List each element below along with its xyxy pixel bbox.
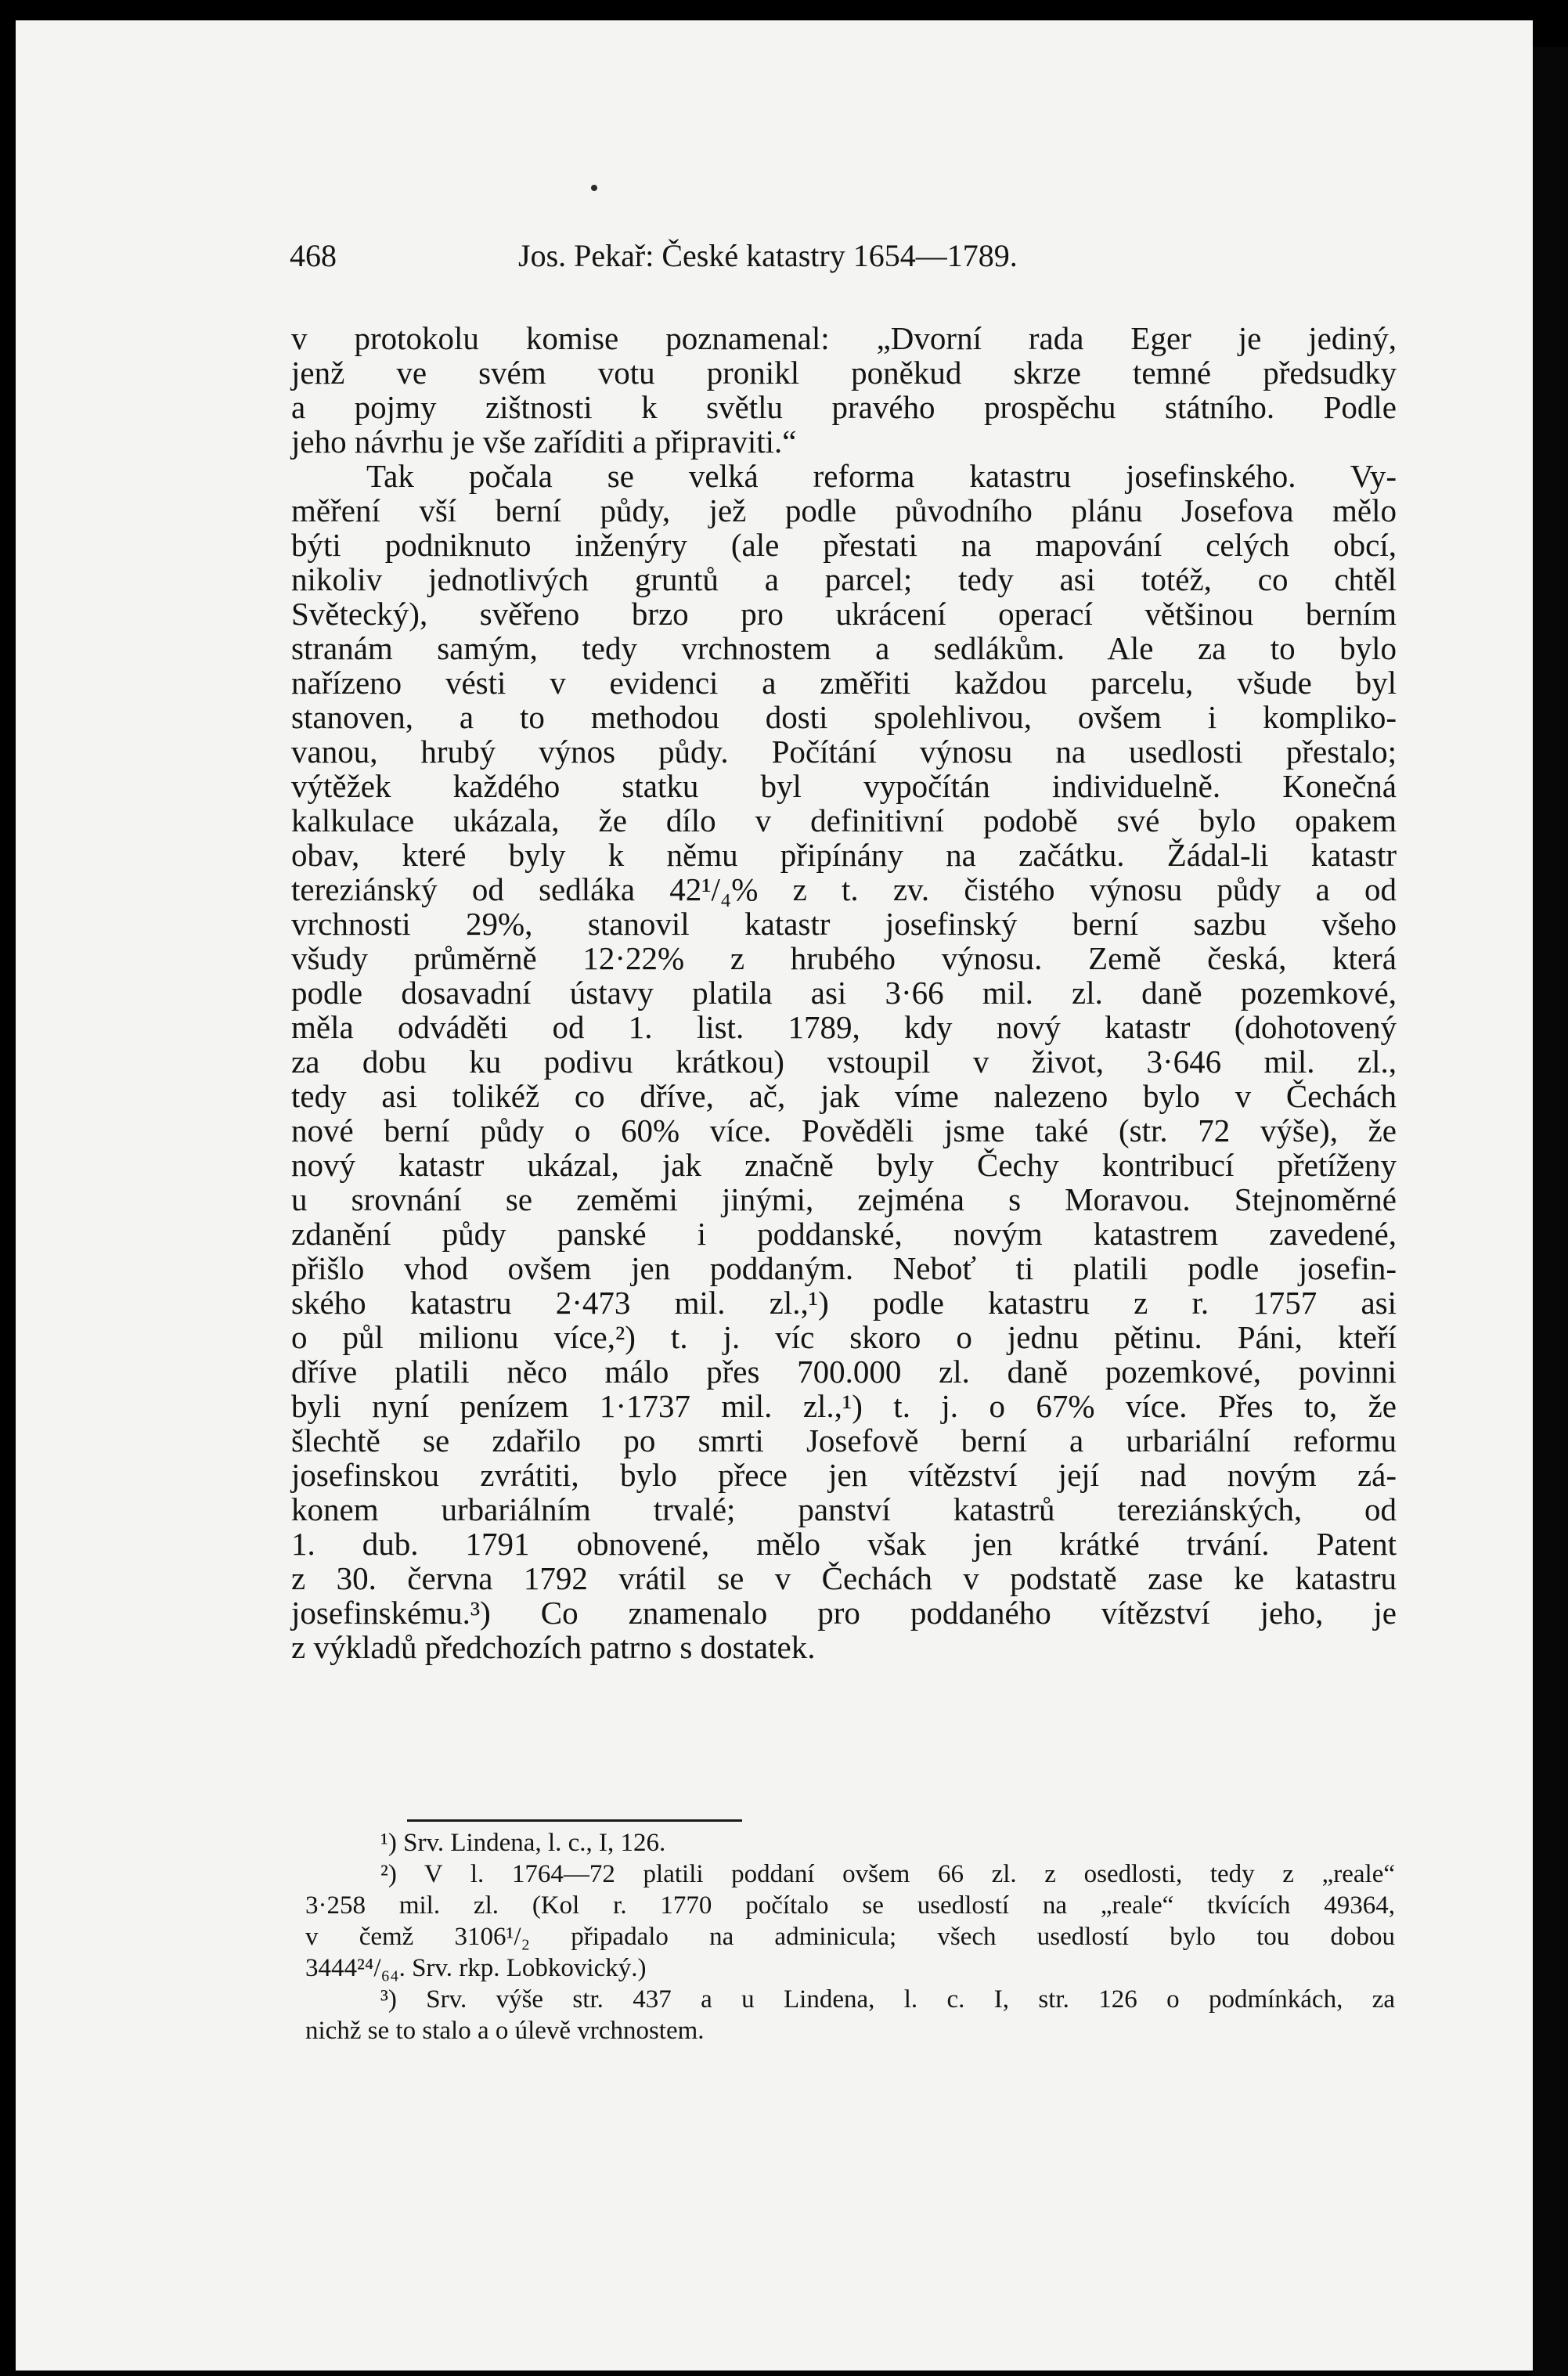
text-line: josefinskou zvrátiti, bylo přece jen vítězství její nad novým zá- (291, 1457, 1397, 1493)
footnote-line: ³) Srv. výše str. 437 a u Lindena, l. c. I, str. 126 o podmínkách, za (380, 1985, 1395, 2014)
ink-speck (591, 185, 597, 191)
footnote-line: 3444²⁴/₆₄. Srv. rkp. Lobkovický.) (305, 1954, 647, 1982)
text-line: z 30. června 1792 vrátil se v Čechách v podstatě zase ke katastru (291, 1560, 1397, 1596)
footnote-line: ²) V l. 1764—72 platili poddaní ovšem 66 zl. z osedlosti, tedy z „reale“ (380, 1860, 1395, 1888)
text-line: o půl milionu více,²) t. j. víc skoro o jednu pětinu. Páni, kteří (291, 1319, 1397, 1355)
text-line: z výkladů předchozích patrno s dostatek. (291, 1629, 816, 1665)
footnote-line: ¹) Srv. Lindena, l. c., I, 126. (380, 1829, 666, 1857)
text-line: měření vší berní půdy, jež podle původního plánu Josefova mělo (291, 492, 1397, 528)
text-line: byli nyní penízem 1·1737 mil. zl.,¹) t. j. o 67% více. Přes to, že (291, 1388, 1397, 1424)
text-line: jenž ve svém votu pronikl poněkud skrze temné předsudky (291, 355, 1397, 391)
text-line: všudy průměrně 12·22% z hrubého výnosu. Země česká, která (291, 940, 1397, 976)
scan-edge-strip (1533, 47, 1568, 2376)
text-line: konem urbariálním trvalé; panství katastrů tereziánských, od (291, 1491, 1397, 1527)
body-text (291, 321, 1397, 1664)
text-line: býti podniknuto inženýry (ale přestati na mapování celých obcí, (291, 527, 1397, 563)
text-line: nikoliv jednotlivých gruntů a parcel; tedy asi totéž, co chtěl (291, 561, 1397, 597)
text-line: za dobu ku podivu krátkou) vstoupil v život, 3·646 mil. zl., (291, 1044, 1397, 1080)
footnote-rule (407, 1819, 742, 1822)
text-line: vanou, hrubý výnos půdy. Počítání výnosu na usedlosti přestalo; (291, 734, 1397, 770)
running-title: Jos. Pekař: České katastry 1654—1789. (518, 238, 1018, 273)
text-line: josefinskému.³) Co znamenalo pro poddaného vítězství jeho, je (291, 1595, 1397, 1631)
text-line: dříve platili něco málo přes 700.000 zl. daně pozemkové, povinni (291, 1354, 1397, 1390)
footnotes (305, 1827, 1395, 2046)
text-line: stanoven, a to methodou dosti spolehlivou, ovšem i kompliko- (291, 699, 1397, 735)
text-line: nařízeno vésti v evidenci a změřiti každou parcelu, všude byl (291, 665, 1397, 701)
text-line: nové berní půdy o 60% více. Pověděli jsme také (str. 72 výše), že (291, 1112, 1397, 1148)
text-line: u srovnání se zeměmi jinými, zejména s Moravou. Stejnoměrné (291, 1181, 1397, 1217)
text-line: nový katastr ukázal, jak značně byly Čechy kontribucí přetíženy (291, 1147, 1397, 1183)
text-line: vrchnosti 29%, stanovil katastr josefinský berní sazbu všeho (291, 906, 1397, 942)
text-line: tedy asi tolikéž co dříve, ač, jak víme nalezeno bylo v Čechách (291, 1078, 1397, 1114)
text-line: a pojmy zištnosti k světlu pravého prospěchu státního. Podle (291, 389, 1397, 425)
text-line: výtěžek každého statku byl vypočítán individuelně. Konečná (291, 768, 1397, 804)
text-line: v protokolu komise poznamenal: „Dvorní rada Eger je jediný, (291, 320, 1397, 356)
page-number: 468 (290, 238, 337, 273)
text-line: stranám samým, tedy vrchnostem a sedlákům. Ale za to bylo (291, 630, 1397, 666)
text-line: ského katastru 2·473 mil. zl.,¹) podle katastru z r. 1757 asi (291, 1285, 1397, 1321)
text-line: Světecký), svěřeno brzo pro ukrácení operací většinou berním (291, 596, 1397, 632)
footnote-line: nichž se to stalo a o úlevě vrchnostem. (305, 2017, 705, 2045)
text-line: obav, které byly k němu připínány na začátku. Žádal-li katastr (291, 837, 1397, 873)
text-line: kalkulace ukázala, že dílo v definitivní podobě své bylo opakem (291, 802, 1397, 838)
text-line: tereziánský od sedláka 42¹/₄% z t. zv. čistého výnosu půdy a od (291, 871, 1397, 907)
text-line: 1. dub. 1791 obnovené, mělo však jen krátké trvání. Patent (291, 1526, 1397, 1562)
footnote-line: v čemž 3106¹/₂ připadalo na adminicula; všech usedlostí bylo tou dobou (305, 1923, 1395, 1951)
text-line: měla odváděti od 1. list. 1789, kdy nový katastr (dohotovený (291, 1009, 1397, 1045)
footnote-line: 3·258 mil. zl. (Kol r. 1770 počítalo se usedlostí na „reale“ tkvících 49364, (305, 1891, 1395, 1920)
text-line: šlechtě se zdařilo po smrti Josefově berní a urbariální reformu (291, 1422, 1397, 1458)
text-line: přišlo vhod ovšem jen poddaným. Neboť ti platili podle josefin- (291, 1250, 1397, 1286)
text-line: podle dosavadní ústavy platila asi 3·66 mil. zl. daně pozemkové, (291, 975, 1397, 1011)
text-line: Tak počala se velká reforma katastru josefinského. Vy- (366, 458, 1397, 494)
text-line: jeho návrhu je vše zaříditi a připraviti.“ (291, 424, 797, 460)
text-line: zdanění půdy panské i poddanské, novým katastrem zavedené, (291, 1216, 1397, 1252)
